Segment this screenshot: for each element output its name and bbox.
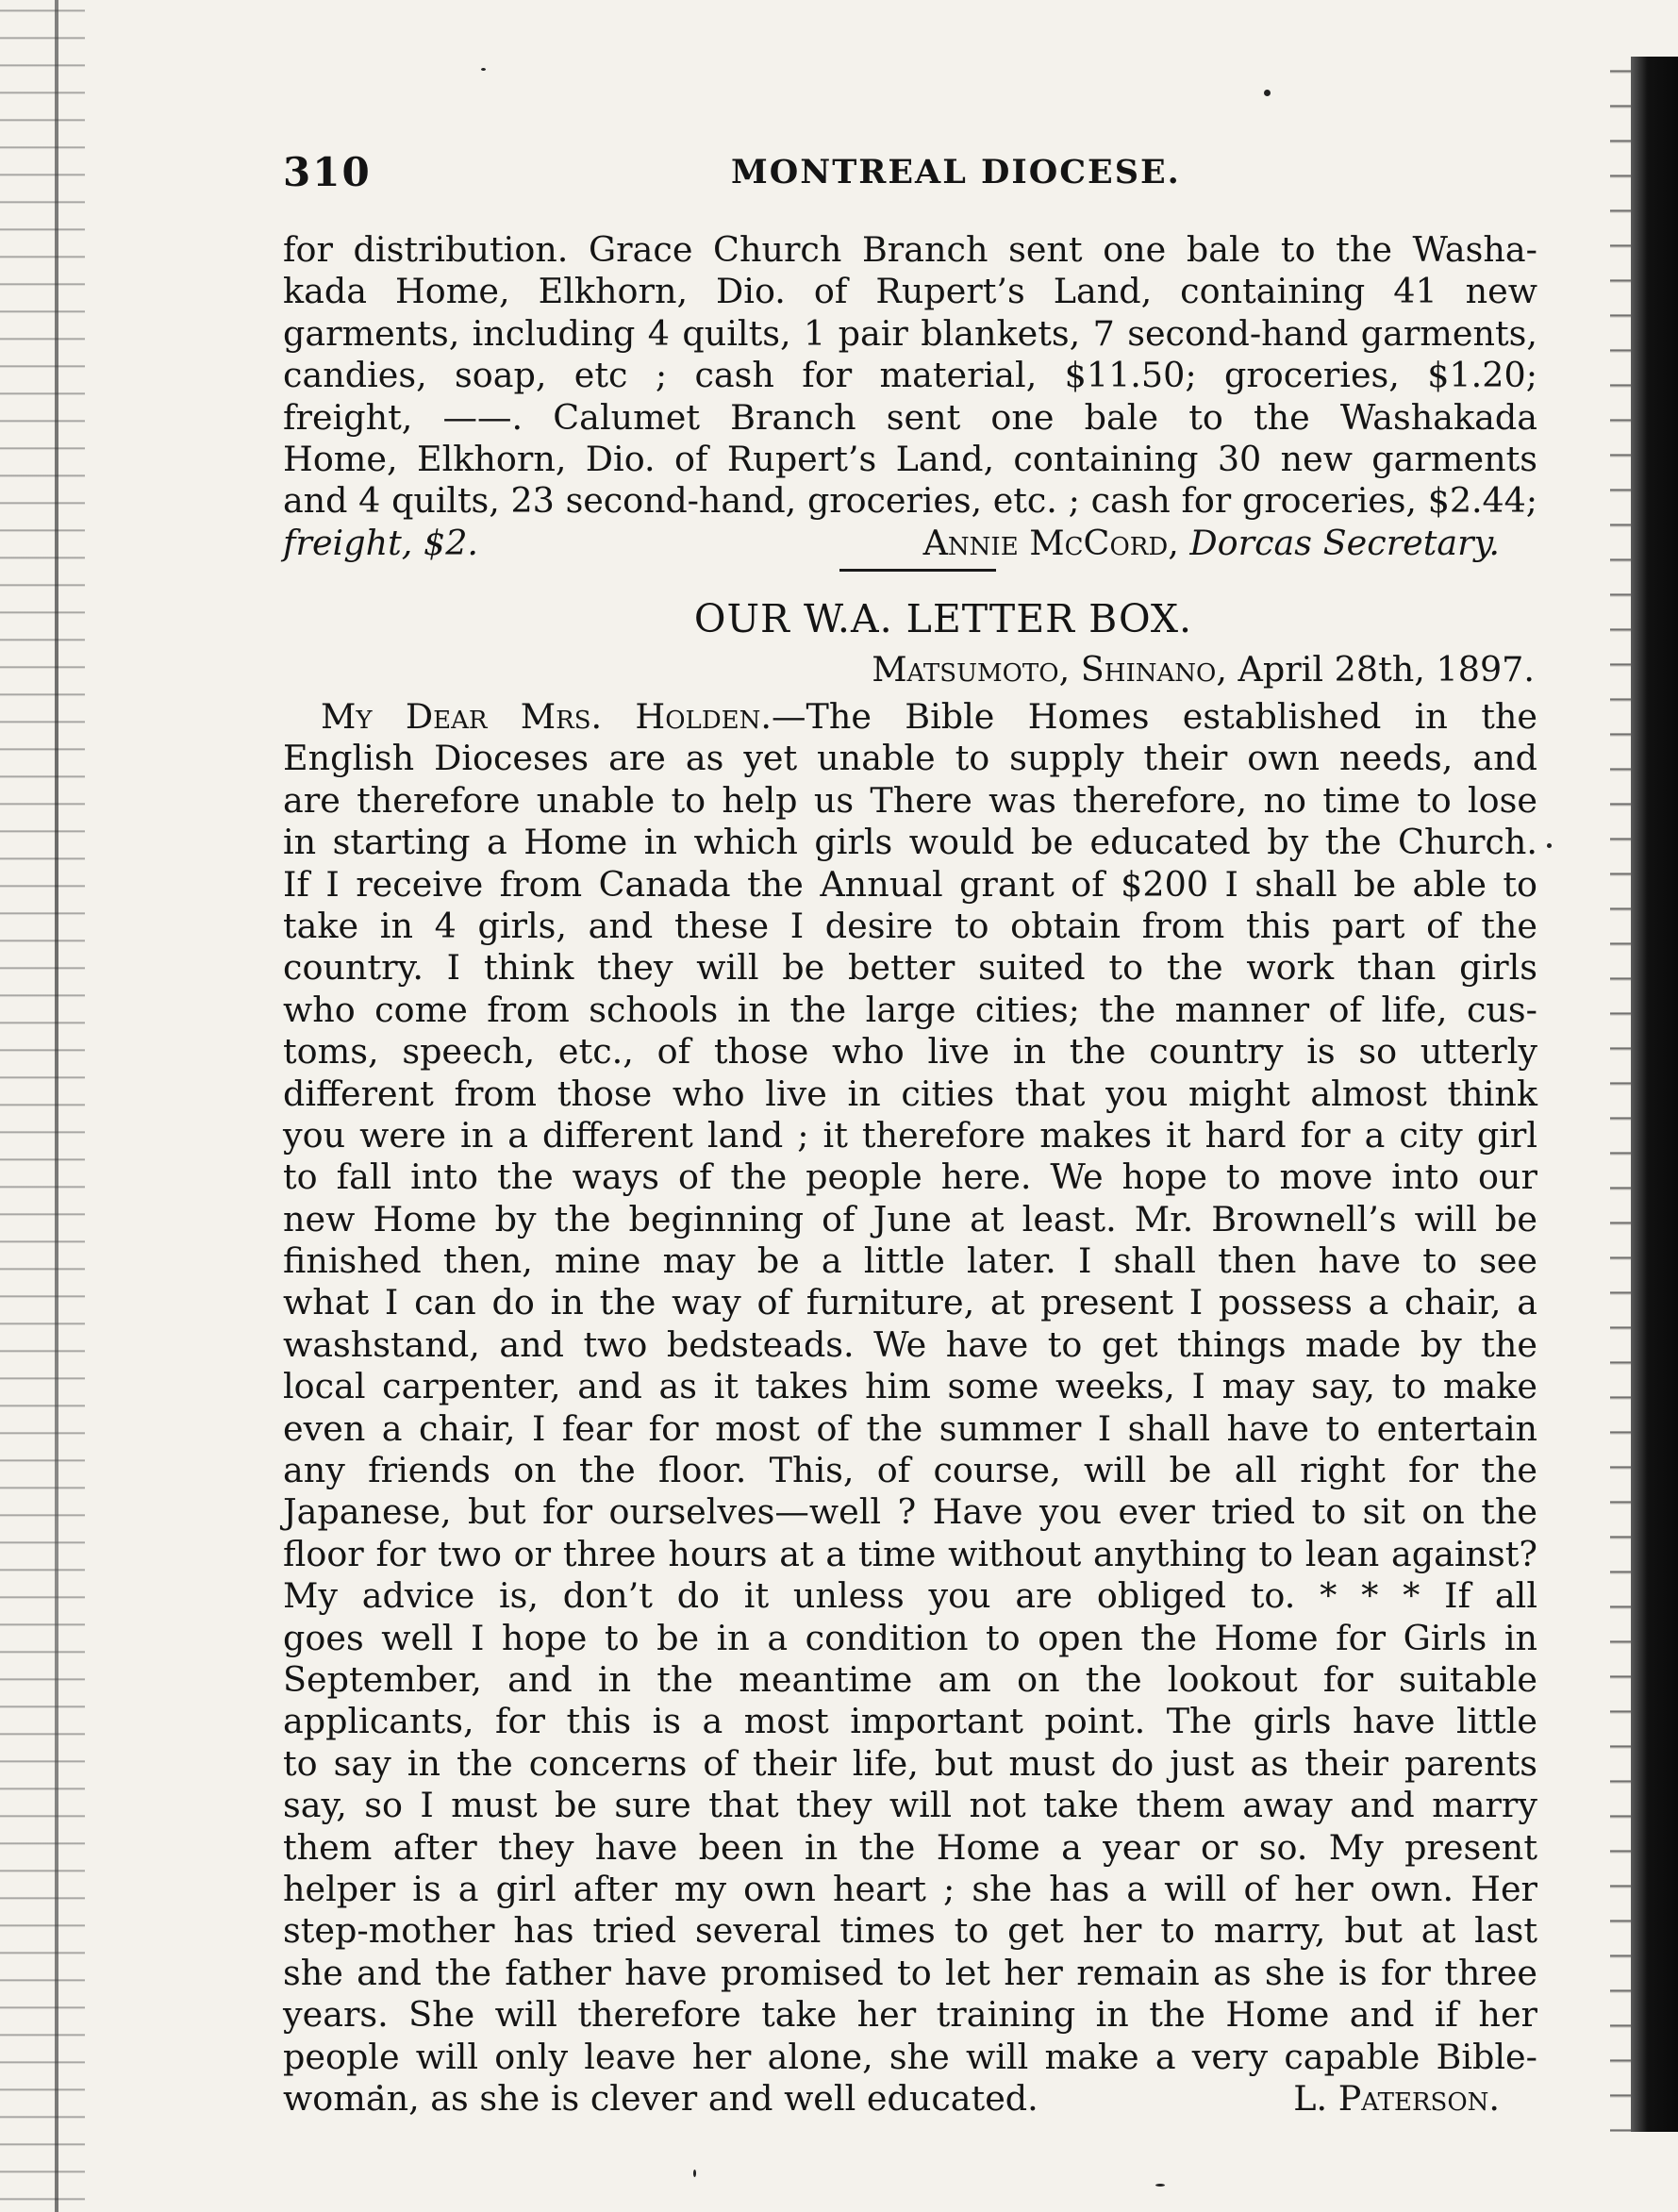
text-line: If I receive from Canada the Annual grant of $200 I shall be able to xyxy=(283,863,1537,905)
text-line: toms, speech, etc., of those who live in the country is so utterly xyxy=(283,1031,1537,1073)
text-line: who come from schools in the large cities; the manner of life, cus- xyxy=(283,989,1537,1030)
letter-first-line xyxy=(283,696,1537,738)
text-line: any friends on the floor. This, of course, will be all right for the xyxy=(283,1450,1537,1491)
text-line: My advice is, don’t do it unless you are obliged to. * * * If all xyxy=(283,1575,1537,1617)
scan-left-edge xyxy=(0,0,85,2212)
text-line: to fall into the ways of the people here. We hope to move into our xyxy=(283,1156,1537,1198)
page-number: 310 xyxy=(283,149,372,195)
text-line: applicants, for this is a most important point. The girls have little xyxy=(283,1701,1537,1742)
text-line: freight, ——. Calumet Branch sent one bale to the Washakada xyxy=(283,396,1537,438)
text-line: English Dioceses are as yet unable to supply their own needs, and xyxy=(283,738,1537,779)
signature-title: Dorcas Secretary. xyxy=(1189,522,1500,563)
text-line: finished then, mine may be a little later. I shall then have to see xyxy=(283,1240,1537,1282)
text-line: September, and in the meantime am on the lookout for suitable xyxy=(283,1658,1537,1700)
text-line: different from those who live in cities that you might almost think xyxy=(283,1073,1537,1114)
text-line: goes well I hope to be in a condition to open the Home for Girls in xyxy=(283,1617,1537,1658)
text-line: say, so I must be sure that they will not take them away and marry xyxy=(283,1785,1537,1826)
dust-speck xyxy=(481,68,486,71)
text-line: washstand, and two bedsteads. We have to get things made by the xyxy=(283,1323,1537,1365)
scan-right-edge xyxy=(1631,57,1678,2132)
section-divider xyxy=(839,569,996,572)
signature-name: Annie McCord, xyxy=(922,522,1179,563)
text-line: what I can do in the way of furniture, at present I possess a chair, a xyxy=(283,1282,1537,1323)
running-head: MONTREAL DIOCESE. xyxy=(731,153,1181,191)
text-line: garments, including 4 quilts, 1 pair blankets, 7 second-hand garments, xyxy=(283,312,1537,354)
text-line: local carpenter, and as it takes him some weeks, I may say, to make xyxy=(283,1366,1537,1407)
letter-signature: L. Paterson. xyxy=(1293,2077,1500,2119)
text-line: she and the father have promised to let her remain as she is for three xyxy=(283,1952,1537,1993)
text-line: in starting a Home in which girls would be educated by the Church. xyxy=(283,822,1537,863)
dust-speck xyxy=(693,2170,696,2177)
text-line: to say in the concerns of their life, but must do just as their parents xyxy=(283,1742,1537,1784)
dateline xyxy=(872,649,1535,690)
text-line: Japanese, but for ourselves—well ? Have you ever tried to sit on the xyxy=(283,1491,1537,1533)
text-line: new Home by the beginning of June at least. Mr. Brownell’s will be xyxy=(283,1198,1537,1239)
text-line: kada Home, Elkhorn, Dio. of Rupert’s Land, containing 41 new xyxy=(283,271,1537,312)
text-line: people will only leave her alone, she will make a very capable Bible- xyxy=(283,2036,1537,2077)
signature-line xyxy=(283,523,1537,564)
page-header xyxy=(283,149,1537,196)
text-line: even a chair, I fear for most of the summer I shall have to entertain xyxy=(283,1407,1537,1449)
text-line: candies, soap, etc ; cash for material, $11.50; groceries, $1.20; xyxy=(283,355,1537,396)
letter-body xyxy=(283,696,1537,2120)
text-line: you were in a different land ; it therefore makes it hard for a city girl xyxy=(283,1114,1537,1156)
scan-right-fringe xyxy=(1610,57,1631,2132)
signature-line xyxy=(283,2078,1537,2120)
text-line: step-mother has tried several times to get her to marry, but at last xyxy=(283,1910,1537,1952)
text-line: Home, Elkhorn, Dio. of Rupert’s Land, containing 30 new garments xyxy=(283,438,1537,479)
text-line: them after they have been in the Home a year or so. My present xyxy=(283,1826,1537,1868)
dateline-date: April 28th, 1897. xyxy=(1238,649,1535,690)
text-line: years. She will therefore take her training in the Home and if her xyxy=(283,1994,1537,2036)
salutation: My Dear Mrs. Holden. xyxy=(321,696,772,737)
dust-speck xyxy=(1264,90,1271,96)
text-line: for distribution. Grace Church Branch sent one bale to the Washa- xyxy=(283,229,1537,270)
dust-speck xyxy=(1155,2184,1165,2187)
signature xyxy=(923,523,1500,564)
text-line: country. I think they will be better suited to the work than girls xyxy=(283,947,1537,989)
section-title: OUR W.A. LETTER BOX. xyxy=(693,596,1193,641)
text-line: are therefore unable to help us There was therefore, no time to lose xyxy=(283,779,1537,821)
text-line: helper is a girl after my own heart ; she has a will of her own. Her xyxy=(283,1868,1537,1909)
text-line: freight, $2. xyxy=(283,522,479,563)
dorcas-report xyxy=(283,229,1537,564)
text-run: —The Bible Homes established in the xyxy=(772,696,1537,737)
dateline-place: Matsumoto, Shinano, xyxy=(872,649,1227,690)
text-line: floor for two or three hours at a time without anything to lean against? xyxy=(283,1533,1537,1574)
scan-left-binding xyxy=(55,0,58,2212)
text-line: and 4 quilts, 23 second-hand, groceries, etc. ; cash for groceries, $2.44; xyxy=(283,480,1537,522)
dust-speck xyxy=(1547,843,1552,848)
text-line: take in 4 girls, and these I desire to obtain from this part of the xyxy=(283,905,1537,946)
text-line: woman, as she is clever and well educated. xyxy=(283,2077,1038,2119)
